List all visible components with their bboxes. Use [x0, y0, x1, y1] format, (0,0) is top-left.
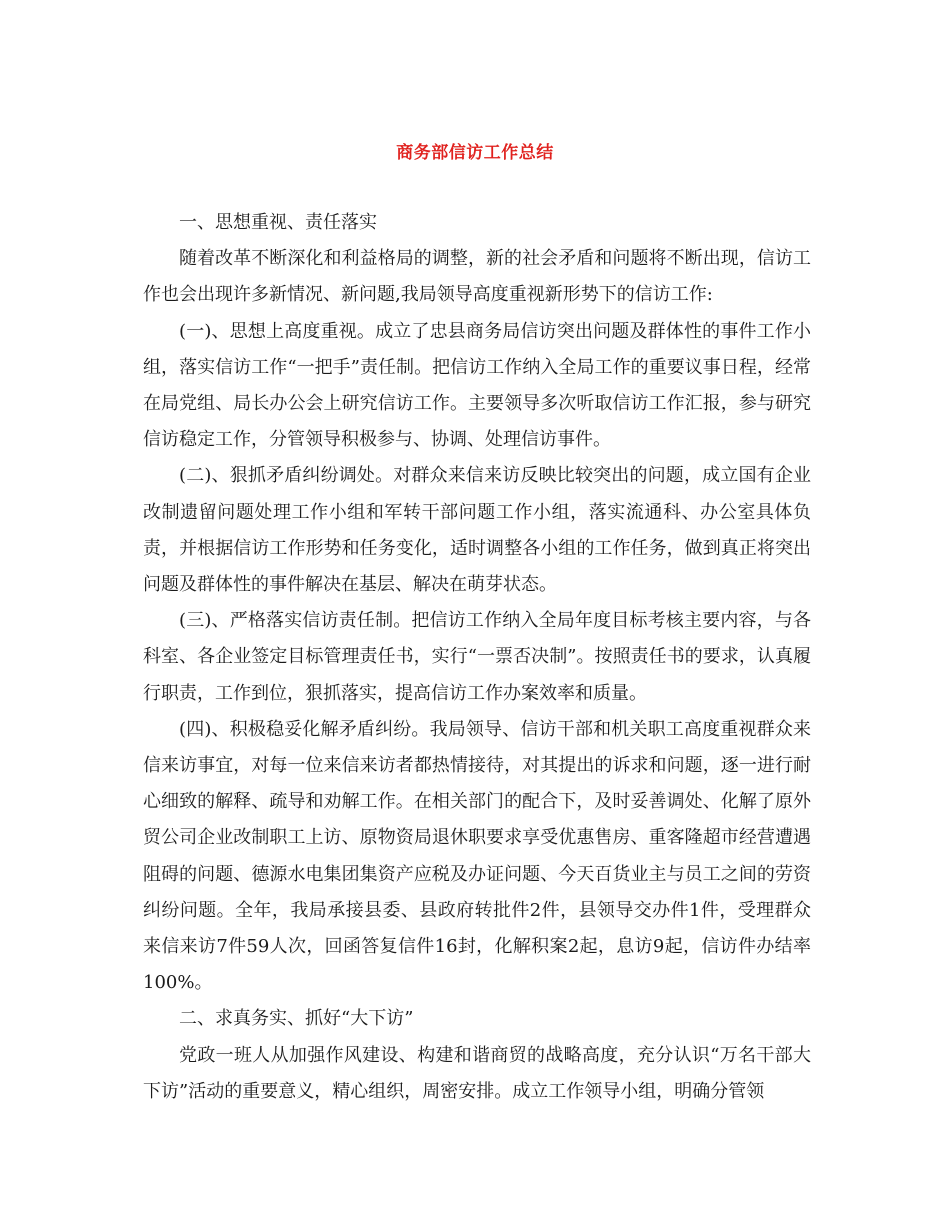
paragraph-item-2: (二)、狠抓矛盾纠纷调处。对群众来信来访反映比较突出的问题，成立国有企业改制遗留问题处理工作小组和军转干部问题工作小组，落实流通科、办公室具体负责，并根据信访工作形势和任务变化，适时调整各小组的工作任务，做到真正将突出问题及群体性的事件解决在基层、解决在萌芽状态。 [143, 465, 811, 596]
paragraph-item-3: (三)、严格落实信访责任制。把信访工作纳入全局年度目标考核主要内容，与各科室、各企业签定目标管理责任书，实行“一票否决制”。按照责任书的要求，认真履行职责，工作到位，狠抓落实，提高信访工作办案效率和质量。 [143, 610, 811, 704]
paragraph-item-4: (四)、积极稳妥化解矛盾纠纷。我局领导、信访干部和机关职工高度重视群众来信来访事宜，对每一位来信来访者都热情接待，对其提出的诉求和问题，逐一进行耐心细致的解释、疏导和劝解工作。在相关部门的配合下，及时妥善调处、化解了原外贸公司企业改制职工上访、原物资局退休职要求享受优惠售房、重客隆超市经营遭遇阻碍的问题、德源水电集团集资产应税及办证问题、今天百货业主与员工之间的劳资纠纷问题。全年，我局承接县委、县政府转批件2件，县领导交办件1件，受理群众来信来访7件59人次，回函答复信件16封，化解积案2起，息访9起，信访件办结率100%。 [143, 718, 811, 994]
paragraph-section-2: 党政一班人从加强作风建设、构建和谐商贸的战略高度，充分认识“万名干部大下访”活动的重要意义，精心组织，周密安排。成立工作领导小组，明确分管领 [143, 1044, 811, 1102]
paragraph-intro: 随着改革不断深化和利益格局的调整，新的社会矛盾和问题将不断出现，信访工作也会出现许多新情况、新问题,我局领导高度重视新形势下的信访工作: [143, 248, 811, 306]
section-heading-2: 二、求真务实、抓好“大下访” [179, 1008, 414, 1030]
document-title: 商务部信访工作总结 [396, 143, 554, 163]
document-body [143, 205, 811, 1110]
paragraph-item-1: (一)、思想上高度重视。成立了忠县商务局信访突出问题及群体性的事件工作小组，落实信访工作“一把手”责任制。把信访工作纳入全局工作的重要议事日程，经常在局党组、局长办公会上研究信访工作。主要领导多次听取信访工作汇报，参与研究信访稳定工作，分管领导积极参与、协调、处理信访事件。 [143, 320, 811, 451]
section-heading-1: 一、思想重视、责任落实 [179, 212, 377, 233]
